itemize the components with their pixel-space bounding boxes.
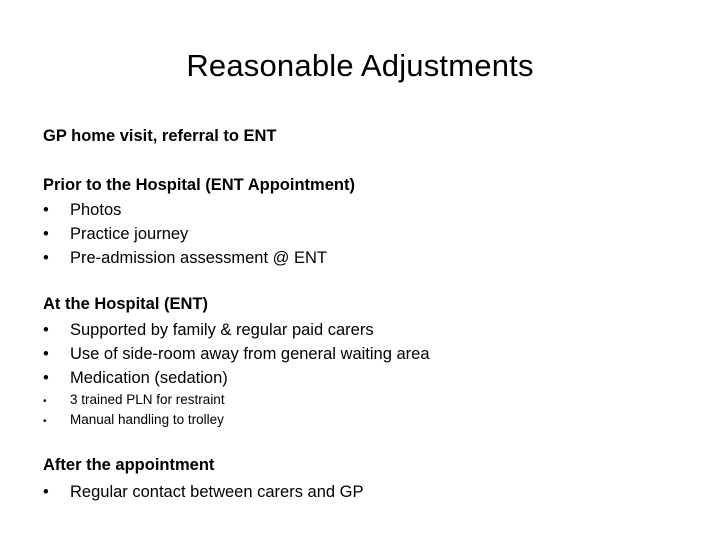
list-item	[43, 390, 225, 410]
list-item-text: 3 trained PLN for restraint	[70, 392, 225, 407]
bullet-icon: •	[43, 345, 49, 363]
list-item	[43, 198, 327, 222]
list-item-text: Supported by family & regular paid carers	[70, 321, 374, 339]
bullet-icon: •	[43, 396, 47, 407]
list-item	[43, 318, 430, 342]
prior-bullet-list	[43, 198, 327, 270]
bullet-icon: •	[43, 416, 47, 427]
section-heading-gp: GP home visit, referral to ENT	[43, 127, 277, 145]
at-hospital-sub-list	[43, 390, 225, 430]
after-bullet-list	[43, 480, 364, 504]
list-item	[43, 410, 225, 430]
bullet-icon: •	[43, 321, 49, 339]
section-heading-at-hospital: At the Hospital (ENT)	[43, 295, 208, 313]
list-item-text: Regular contact between carers and GP	[70, 483, 364, 501]
at-hospital-bullet-list	[43, 318, 430, 390]
bullet-icon: •	[43, 369, 49, 387]
bullet-icon: •	[43, 201, 49, 219]
list-item-text: Practice journey	[70, 225, 189, 243]
list-item-text: Photos	[70, 201, 122, 219]
section-heading-prior: Prior to the Hospital (ENT Appointment)	[43, 176, 355, 194]
bullet-icon: •	[43, 249, 49, 267]
list-item	[43, 480, 364, 504]
section-heading-after: After the appointment	[43, 456, 215, 474]
bullet-icon: •	[43, 225, 49, 243]
list-item-text: Use of side-room away from general waiting area	[70, 345, 430, 363]
list-item	[43, 342, 430, 366]
list-item-text: Manual handling to trolley	[70, 412, 224, 427]
slide-title: Reasonable Adjustments	[186, 48, 534, 83]
list-item-text: Pre-admission assessment @ ENT	[70, 249, 327, 267]
list-item	[43, 366, 430, 390]
list-item	[43, 222, 327, 246]
list-item-text: Medication (sedation)	[70, 369, 228, 387]
list-item	[43, 246, 327, 270]
bullet-icon: •	[43, 483, 49, 501]
